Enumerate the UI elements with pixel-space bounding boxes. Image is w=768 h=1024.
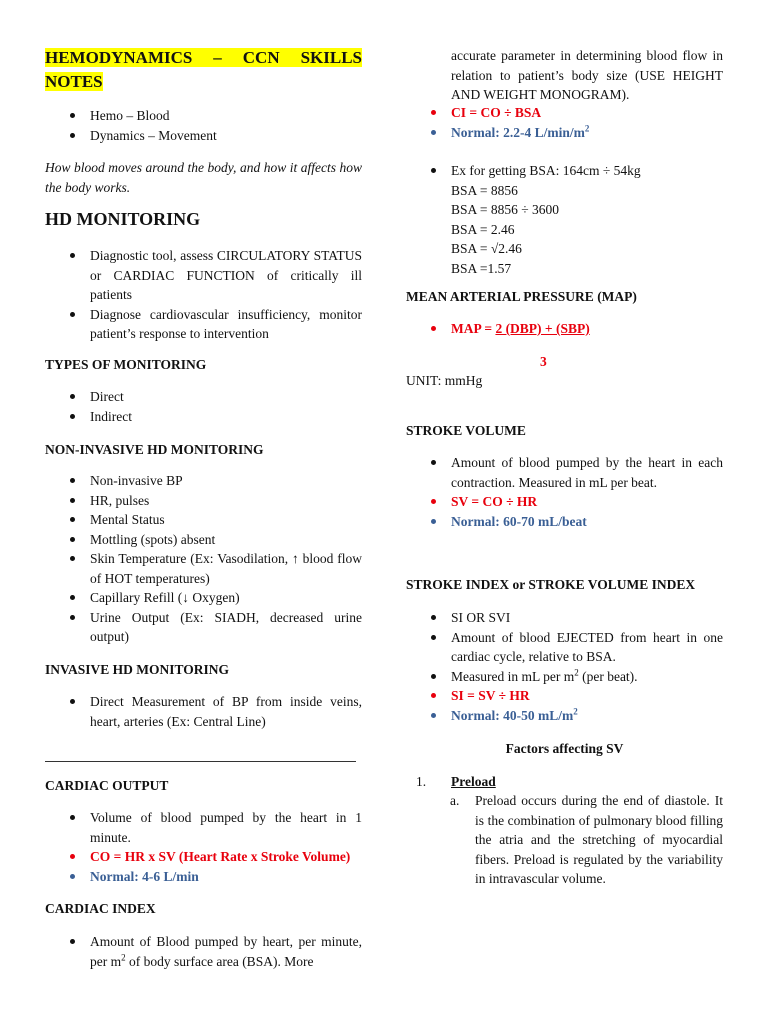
invasive-heading: INVASIVE HD MONITORING [45,662,230,677]
hd-list [45,246,362,344]
superscript: 2 [584,123,590,133]
list-item: Urine Output (Ex: SIADH, decreased urine output) [45,608,362,647]
stroke-volume-list [406,453,723,531]
factor-1-number: 1. [416,774,427,789]
list-item: SI OR SVI [406,608,723,628]
map-label: MAP = [451,321,496,336]
title-highlight: HEMODYNAMICS – CCN SKILLS NOTES [45,48,362,91]
intro-list [45,106,362,145]
bsa-line: BSA = √2.46 [451,241,522,256]
cardiac-index-list [45,932,362,971]
co-formula: CO = HR x SV (Heart Rate x Stroke Volume) [45,847,362,867]
noninvasive-heading: NON-INVASIVE HD MONITORING [45,442,264,457]
bsa-line: BSA =1.57 [451,260,512,276]
factor-1-sublist [406,791,723,889]
list-item [406,161,723,278]
list-item: Mottling (spots) absent [45,530,362,550]
factor-1-label: Preload [451,774,496,789]
hd-monitoring-heading: HD MONITORING [45,209,201,229]
sublist-marker: a. [450,793,460,808]
ci-normal [406,123,723,143]
si-text: (per beat). [578,668,638,684]
bsa-example [406,161,723,278]
superscript: 2 [121,952,126,962]
ci-formula: CI = CO ÷ BSA [406,103,723,123]
co-normal: Normal: 4-6 L/min [45,867,362,887]
bsa-line: BSA = 8856 [451,182,518,198]
list-item: Amount of blood EJECTED from heart in one cardiac cycle, relative to BSA. [406,628,723,667]
list-item: Dynamics – Movement [45,126,362,146]
superscript: 2 [574,667,579,677]
list-item: Non-invasive BP [45,471,362,491]
stroke-index-list [406,608,723,725]
list-item: Volume of blood pumped by the heart in 1 minute. [45,808,362,847]
list-item: Hemo – Blood [45,106,362,126]
list-item: Direct [45,387,362,407]
invasive-list [45,692,362,731]
list-item [406,667,723,687]
bsa-line: BSA = 8856 ÷ 3600 [451,202,560,217]
sv-normal: Normal: 60-70 mL/beat [406,512,723,532]
map-heading: MEAN ARTERIAL PRESSURE (MAP) [406,289,637,304]
sv-formula: SV = CO ÷ HR [406,492,723,512]
map-unit: UNIT: mmHg [406,373,483,388]
list-item: Diagnose cardiovascular insufficiency, monitor patient’s response to intervention [45,305,362,344]
si-text: Measured in mL per m [451,668,575,684]
ci-text: of body surface area (BSA). More [125,953,314,969]
si-formula: SI = SV ÷ HR [406,686,723,706]
stroke-index-heading: STROKE INDEX or STROKE VOLUME INDEX [406,577,696,592]
map-list [406,319,723,339]
ci-text: Amount of Blood pumped by heart, per minute, per m [90,934,362,969]
factors-heading: Factors affecting SV [505,741,624,756]
list-item: HR, pulses [45,491,362,511]
intro-text: How blood moves around the body, and how it affects how the body works. [45,160,362,195]
document-title [45,46,362,94]
types-list [45,387,362,426]
si-normal [406,706,723,726]
list-item [45,932,362,971]
list-item: Indirect [45,407,362,427]
map-formula [406,319,723,339]
types-heading: TYPES OF MONITORING [45,357,207,372]
map-numerator: 2 (DBP) + (SBP) [495,321,590,336]
factor-1-description: Preload occurs during the end of diastole. It is the combination of pulmonary blood filling the atria and the stretching of myocardial fibers. Preload is regulated by the variability in intravascular volume. [475,793,723,886]
cardiac-output-heading: CARDIAC OUTPUT [45,778,169,793]
list-item: Capillary Refill (↓ Oxygen) [45,588,362,608]
list-item: Skin Temperature (Ex: Vasodilation, ↑ blood flow of HOT temperatures) [45,549,362,588]
bsa-line: Ex for getting BSA: 164cm ÷ 54kg [451,163,641,178]
cardiac-output-list [45,808,362,886]
list-item: Diagnostic tool, assess CIRCULATORY STATUS or CARDIAC FUNCTION of critically ill patients [45,246,362,305]
list-item: Direct Measurement of BP from inside veins, heart, arteries (Ex: Central Line) [45,692,362,731]
superscript: 2 [573,706,578,716]
si-normal-text: Normal: 40-50 mL/m [451,707,574,723]
ci-normal-text: Normal: 2.2-4 L/min/m [451,124,585,140]
list-item: Mental Status [45,510,362,530]
section-divider [45,761,356,762]
list-item: Amount of blood pumped by the heart in each contraction. Measured in mL per beat. [406,453,723,492]
ci-continued-text: accurate parameter in determining blood flow in relation to patient’s body size (USE HEIGHT AND WEIGHT MONOGRAM). [451,48,723,102]
map-denominator: 3 [540,354,547,369]
stroke-volume-heading: STROKE VOLUME [406,423,526,438]
ci-formula-list [406,103,723,142]
bsa-line: BSA = 2.46 [451,221,515,237]
cardiac-index-heading: CARDIAC INDEX [45,901,156,916]
right-column [406,0,723,886]
noninvasive-list [45,471,362,647]
